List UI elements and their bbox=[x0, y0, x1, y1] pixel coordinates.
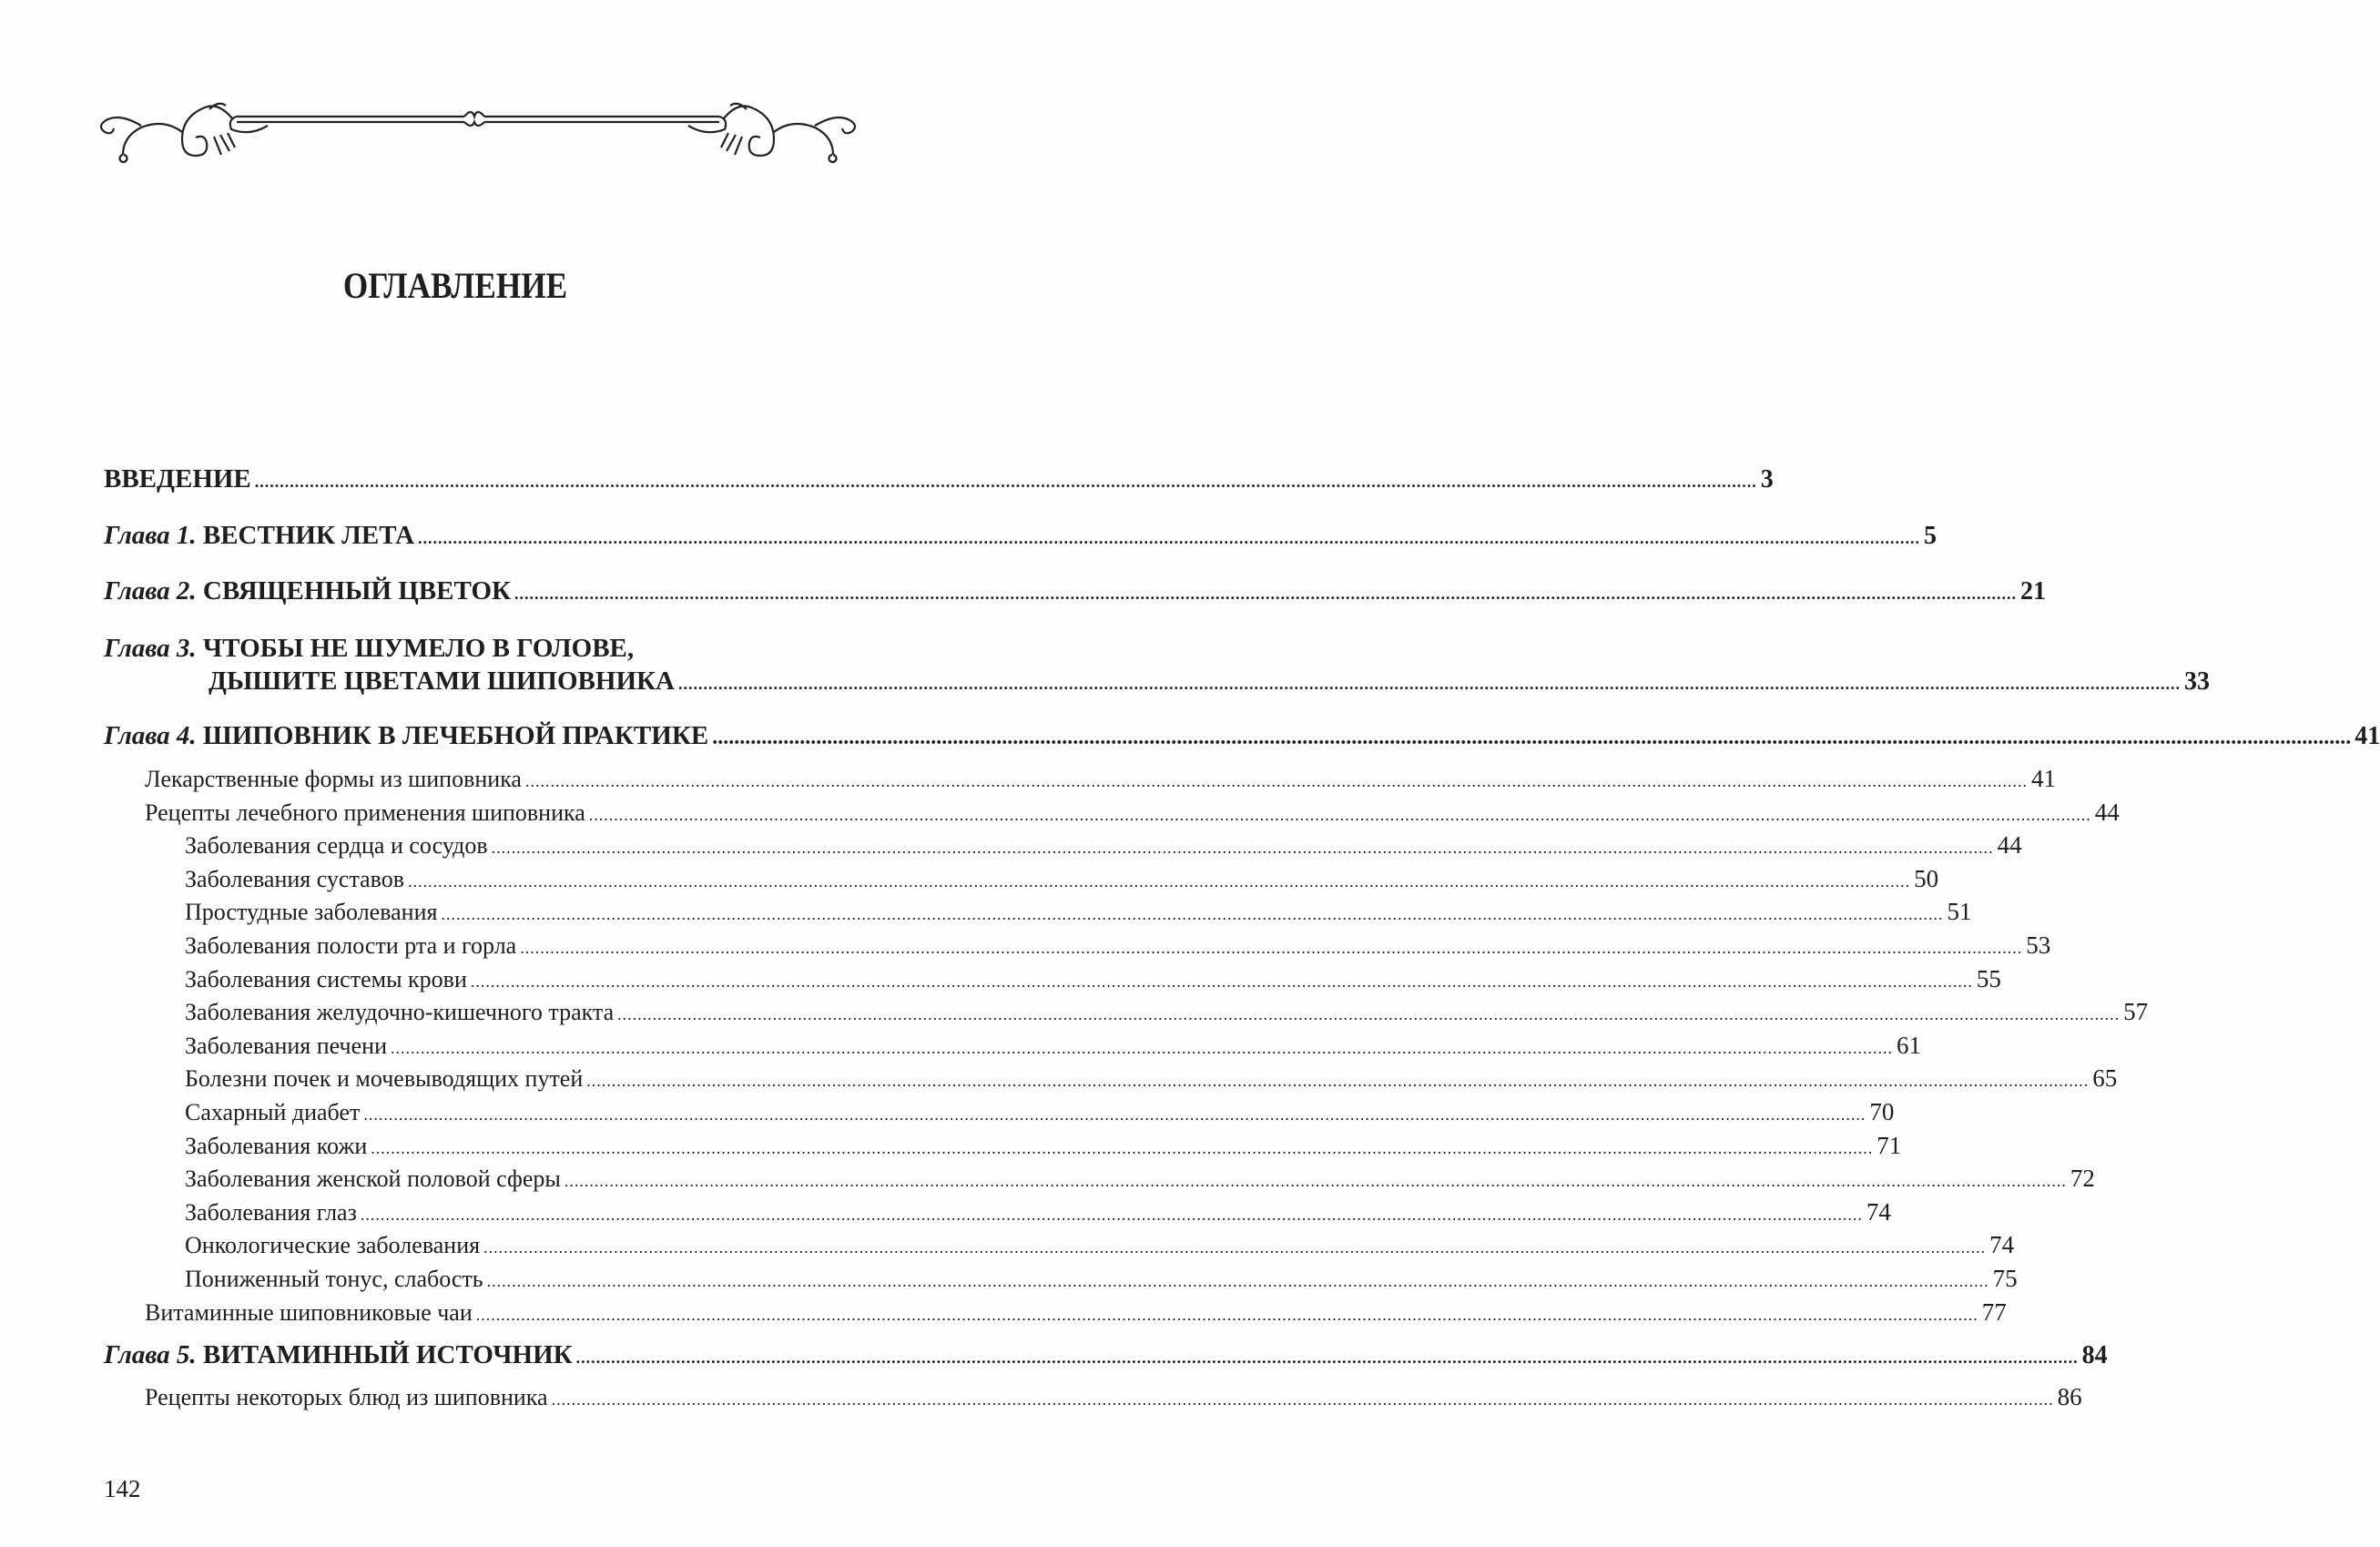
entry-title: Лекарственные формы из шиповника bbox=[145, 766, 522, 792]
toc-entry[interactable] bbox=[185, 862, 1939, 895]
dot-leader: ............................................................................................................................................................................................................................................................................................................ bbox=[514, 585, 2018, 603]
toc-entry[interactable] bbox=[185, 1029, 1921, 1062]
entry-title: Заболевания женской половой сферы bbox=[185, 1165, 561, 1193]
entry-page-number: 72 bbox=[2070, 1165, 2095, 1193]
entry-page-number: 77 bbox=[1981, 1298, 2007, 1326]
entry-label bbox=[104, 1338, 573, 1371]
entry-title: Пониженный тонус, слабость bbox=[185, 1266, 483, 1292]
toc-entry[interactable] bbox=[145, 1380, 2082, 1413]
toc-entry[interactable] bbox=[185, 1228, 2015, 1261]
entry-title: Сахарный диабет bbox=[185, 1099, 361, 1125]
page-title: ОГЛАВЛЕНИЕ bbox=[342, 265, 568, 306]
dot-leader: ............................................................................................................................................................................................................................................................................................................ bbox=[677, 675, 2181, 693]
dot-leader: ............................................................................................................................................................................................................................................................................................................ bbox=[371, 1138, 1874, 1157]
toc-entry[interactable] bbox=[185, 1062, 2118, 1094]
entry-label bbox=[185, 863, 404, 896]
entry-page-number: 53 bbox=[2026, 931, 2051, 959]
entry-title: Рецепты лечебного применения шиповника bbox=[145, 799, 585, 826]
entry-label bbox=[185, 963, 467, 996]
entry-label bbox=[185, 829, 488, 862]
toc-entry[interactable] bbox=[185, 929, 2051, 962]
toc-entry[interactable] bbox=[104, 1338, 2108, 1371]
dot-leader: ............................................................................................................................................................................................................................................................................................................ bbox=[575, 1349, 2079, 1367]
entry-title: Витаминные шиповниковые чаи bbox=[145, 1298, 473, 1326]
dot-leader: ............................................................................................................................................................................................................................................................................................................ bbox=[588, 805, 2091, 824]
chapter-prefix: Глава 1. bbox=[104, 521, 203, 550]
entry-page-number: 33 bbox=[2183, 667, 2210, 696]
dot-leader: ............................................................................................................................................................................................................................................................................................................ bbox=[441, 905, 1944, 924]
dot-leader: ............................................................................................................................................................................................................................................................................................................ bbox=[491, 839, 1994, 858]
entry-page-number: 70 bbox=[1869, 1098, 1895, 1125]
dot-leader: ............................................................................................................................................................................................................................................................................................................ bbox=[360, 1205, 1863, 1224]
dot-leader: ............................................................................................................................................................................................................................................................................................................ bbox=[475, 1305, 1978, 1324]
toc-entry[interactable] bbox=[185, 1196, 1891, 1228]
entry-title: Онкологические заболевания bbox=[185, 1232, 481, 1259]
toc-entry[interactable] bbox=[185, 895, 1972, 928]
entry-page-number: 44 bbox=[2094, 798, 2120, 826]
chapter-title-line1 bbox=[104, 632, 634, 665]
entry-page-number: 50 bbox=[1914, 864, 1939, 892]
entry-label bbox=[185, 1263, 483, 1296]
entry-label bbox=[185, 1130, 367, 1163]
chapter-prefix: Глава 5. bbox=[104, 1340, 203, 1369]
entry-page-number: 74 bbox=[1866, 1197, 1891, 1226]
entry-page-number: 55 bbox=[1976, 964, 2001, 992]
entry-title: ВИТАМИННЫЙ ИСТОЧНИК bbox=[202, 1340, 573, 1369]
entry-label bbox=[185, 1030, 387, 1063]
toc-entry[interactable] bbox=[185, 962, 2001, 995]
dot-leader: ............................................................................................................................................................................................................................................................................................................ bbox=[564, 1172, 2067, 1191]
toc-entry[interactable] bbox=[185, 1095, 1895, 1128]
dot-leader: ............................................................................................................................................................................................................................................................................................................ bbox=[551, 1390, 2054, 1409]
dot-leader: ............................................................................................................................................................................................................................................................................................................ bbox=[408, 871, 1911, 891]
chapter-prefix: Глава 3. bbox=[104, 634, 203, 663]
dot-leader: ............................................................................................................................................................................................................................................................................................................ bbox=[483, 1238, 1987, 1257]
entry-page-number: 61 bbox=[1896, 1031, 1921, 1059]
entry-label bbox=[104, 463, 251, 495]
toc-entry[interactable] bbox=[209, 665, 2210, 697]
entry-title: ШИПОВНИК В ЛЕЧЕБНОЙ ПРАКТИКЕ bbox=[202, 721, 709, 750]
entry-page-number: 41 bbox=[2030, 765, 2056, 792]
toc-entry[interactable] bbox=[185, 829, 2022, 861]
toc-entry[interactable] bbox=[104, 519, 1938, 552]
entry-label bbox=[104, 519, 414, 552]
entry-title: Заболевания сердца и сосудов bbox=[185, 832, 488, 860]
entry-title: Заболевания системы крови bbox=[185, 965, 467, 992]
entry-title: Рецепты некоторых блюд из шиповника bbox=[145, 1384, 548, 1410]
dot-leader: ............................................................................................................................................................................................................................................................................................................ bbox=[520, 939, 2023, 957]
entry-label bbox=[104, 719, 708, 752]
entry-label bbox=[145, 763, 522, 796]
dot-leader: ............................................................................................................................................................................................................................................................................................................ bbox=[390, 1038, 1893, 1057]
toc-entry[interactable] bbox=[185, 1162, 2095, 1195]
entry-title: Болезни почек и мочевыводящих путей bbox=[185, 1065, 584, 1093]
entry-label bbox=[185, 1096, 360, 1129]
entry-label bbox=[185, 896, 437, 929]
entry-page-number: 57 bbox=[2123, 998, 2149, 1026]
entry-label bbox=[104, 575, 511, 607]
entry-title: Заболевания суставов bbox=[185, 865, 405, 892]
entry-page-number: 3 bbox=[1760, 465, 1774, 494]
toc-entry[interactable] bbox=[104, 719, 2380, 752]
entry-label bbox=[209, 665, 675, 697]
toc-entry[interactable] bbox=[185, 1129, 1902, 1162]
entry-title: ВВЕДЕНИЕ bbox=[104, 464, 251, 494]
entry-title: Заболевания желудочно-кишечного тракта bbox=[185, 999, 615, 1026]
entry-page-number: 74 bbox=[1989, 1231, 2015, 1259]
toc-entry[interactable] bbox=[104, 575, 2047, 607]
chapter-prefix: Глава 4. bbox=[104, 721, 203, 750]
entry-page-number: 51 bbox=[1947, 898, 1972, 926]
toc-entry[interactable] bbox=[145, 762, 2056, 795]
dot-leader: ............................................................................................................................................................................................................................................................................................................ bbox=[486, 1272, 1989, 1290]
entry-label bbox=[185, 1063, 583, 1095]
entry-page-number: 65 bbox=[2092, 1064, 2118, 1093]
dot-leader: ............................................................................................................................................................................................................................................................................................................ bbox=[363, 1105, 1866, 1124]
toc-entry[interactable] bbox=[145, 796, 2120, 829]
entry-page-number: 71 bbox=[1877, 1131, 1902, 1159]
entry-page-number: 86 bbox=[2057, 1383, 2082, 1410]
ornament-divider-icon bbox=[100, 91, 849, 164]
entry-label bbox=[145, 797, 585, 829]
entry-title: Заболевания глаз bbox=[185, 1198, 357, 1226]
entry-title: Простудные заболевания bbox=[185, 899, 438, 926]
entry-page-number: 5 bbox=[1924, 522, 1938, 550]
entry-page-number: 75 bbox=[1992, 1265, 2018, 1292]
dot-leader: ............................................................................................................................................................................................................................................................................................................ bbox=[524, 772, 2028, 790]
chapter-prefix: Глава 2. bbox=[104, 576, 203, 606]
entry-title: Заболевания полости рта и горла bbox=[185, 932, 517, 959]
entry-page-number: 44 bbox=[1997, 831, 2022, 860]
dot-leader: ............................................................................................................................................................................................................................................................................................................ bbox=[712, 726, 2352, 749]
entry-label bbox=[185, 996, 614, 1029]
entry-title: СВЯЩЕННЫЙ ЦВЕТОК bbox=[202, 576, 512, 606]
dot-leader: ............................................................................................................................................................................................................................................................................................................ bbox=[617, 1005, 2121, 1024]
entry-label bbox=[185, 1163, 561, 1196]
entry-title: ВЕСТНИК ЛЕТА bbox=[202, 521, 415, 550]
entry-label bbox=[185, 930, 516, 962]
entry-label bbox=[185, 1229, 480, 1262]
toc-entry[interactable] bbox=[104, 463, 1774, 495]
entry-label bbox=[145, 1297, 473, 1329]
toc-entry[interactable] bbox=[145, 1296, 2007, 1328]
entry-title: Заболевания кожи bbox=[185, 1132, 368, 1159]
dot-leader: ............................................................................................................................................................................................................................................................................................................ bbox=[470, 972, 1973, 991]
entry-label bbox=[185, 1196, 357, 1229]
entry-title: ДЫШИТЕ ЦВЕТАМИ ШИПОВНИКА bbox=[209, 667, 675, 696]
dot-leader: ............................................................................................................................................................................................................................................................................................................ bbox=[254, 473, 1757, 491]
page-number: 142 bbox=[104, 1475, 141, 1502]
toc-entry[interactable] bbox=[185, 1262, 2018, 1295]
dot-leader: ............................................................................................................................................................................................................................................................................................................ bbox=[586, 1072, 2090, 1091]
entry-title: ЧТОБЫ НЕ ШУМЕЛО В ГОЛОВЕ, bbox=[202, 634, 635, 663]
dot-leader: ............................................................................................................................................................................................................................................................................................................ bbox=[418, 529, 1921, 547]
entry-label bbox=[145, 1381, 548, 1414]
entry-page-number: 21 bbox=[2020, 577, 2047, 606]
entry-title: Заболевания печени bbox=[185, 1032, 387, 1059]
entry-page-number: 41 bbox=[2355, 722, 2380, 750]
entry-page-number: 84 bbox=[2081, 1341, 2108, 1369]
toc-entry[interactable] bbox=[185, 995, 2149, 1028]
